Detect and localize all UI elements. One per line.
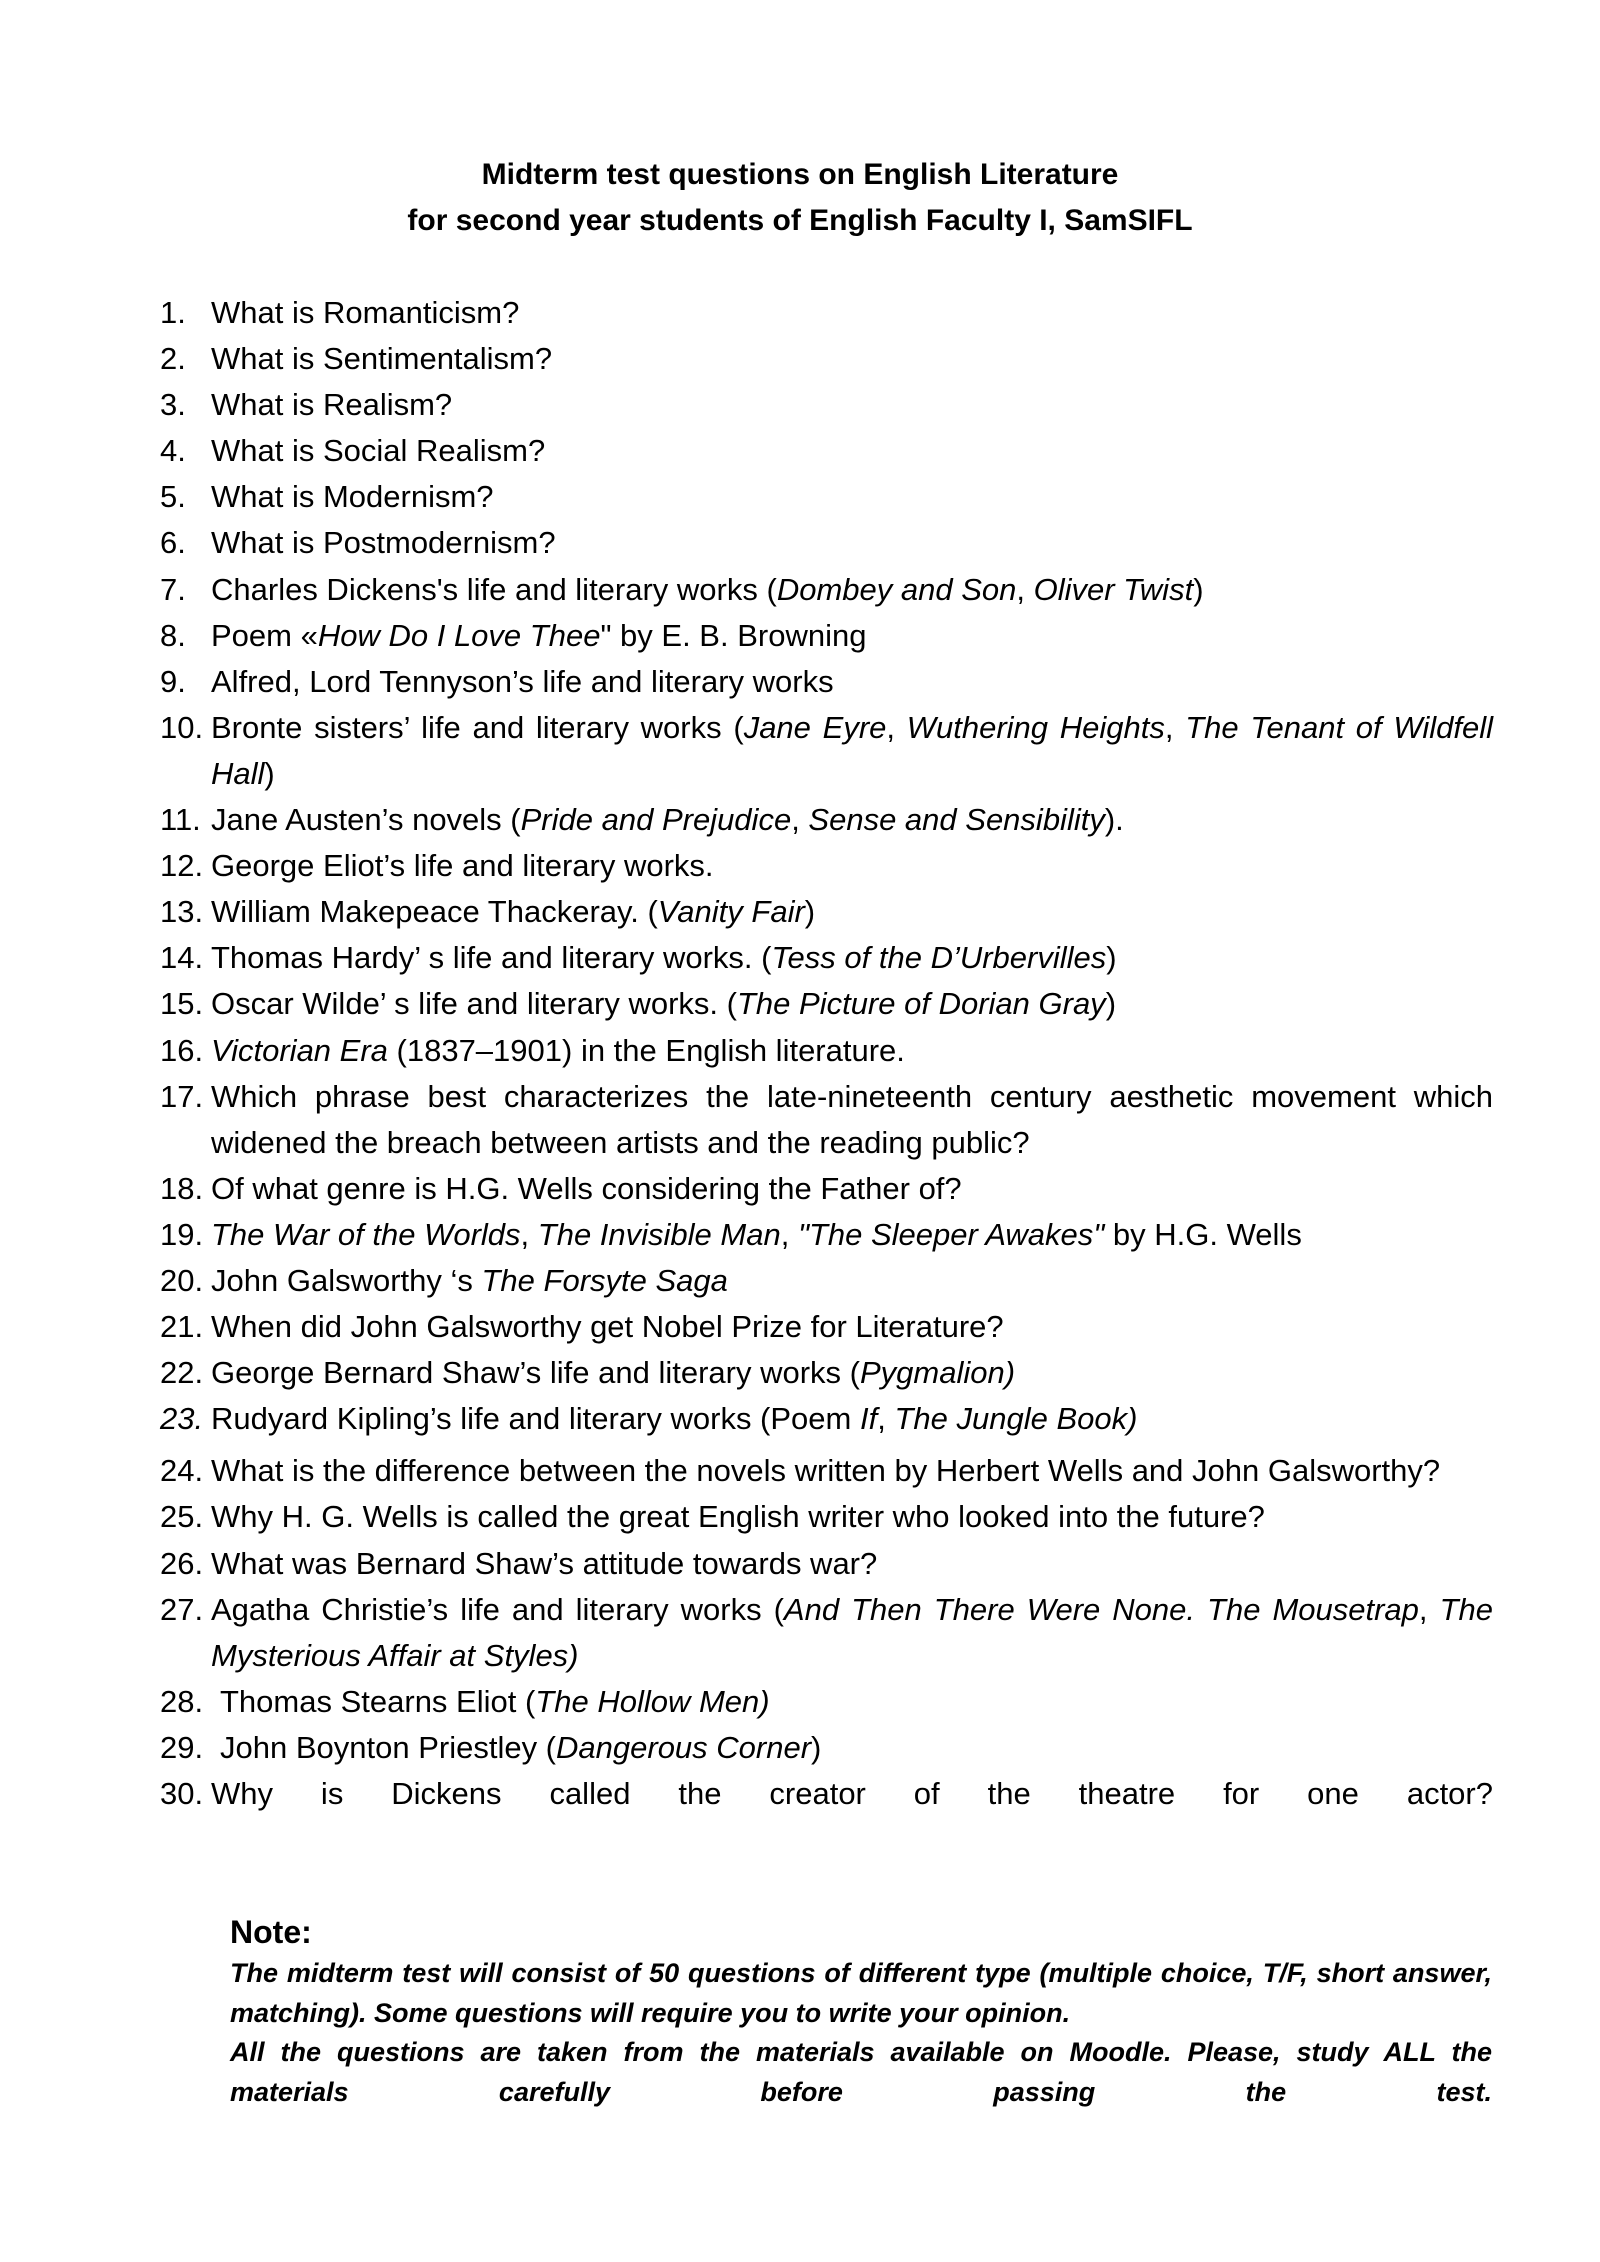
question-text-segment: Thomas Hardy’ s life and literary works. ( <box>211 940 772 976</box>
book-title: Oliver Twist <box>1033 571 1194 607</box>
question-item <box>160 382 1493 428</box>
question-item <box>160 1725 1493 1771</box>
question-number: 12. <box>160 848 204 884</box>
question-number: 28. <box>160 1683 204 1719</box>
question-number: 24. <box>160 1453 204 1489</box>
question-number: 20. <box>160 1262 204 1298</box>
note-section <box>230 1910 1492 2112</box>
question-text-segment: , <box>886 709 907 745</box>
question-number: 18. <box>160 1170 204 1206</box>
question-number: 17. <box>160 1078 204 1114</box>
question-text-segment: , <box>1016 571 1034 607</box>
book-title: Jane Eyre <box>743 709 887 745</box>
question-item <box>160 705 1493 797</box>
question-text: George Eliot’s life and literary works. <box>211 848 714 884</box>
book-title: Tess of the D’Urbervilles <box>771 940 1107 976</box>
book-title: Sense and Sensibility <box>808 802 1105 838</box>
question-number: 10. <box>160 709 204 745</box>
question-number: 29. <box>160 1729 204 1765</box>
poem-title: How Do I Love Thee <box>317 617 601 653</box>
question-number: 19. <box>160 1216 204 1252</box>
question-item <box>160 1166 1493 1212</box>
question-number: 1. <box>160 295 186 330</box>
question-number: 23. <box>160 1401 204 1437</box>
question-text-segment: Poem « <box>211 617 318 653</box>
question-item <box>160 520 1493 566</box>
question-item <box>160 1587 1493 1679</box>
question-item <box>160 1074 1493 1166</box>
book-title: The Picture of Dorian Gray <box>736 986 1106 1022</box>
book-title: The Mysterious Affair at Styles) <box>211 1591 1493 1673</box>
question-item <box>160 1679 1493 1725</box>
question-text-segment: by H.G. Wells <box>1104 1216 1302 1252</box>
question-text-segment: , <box>780 1216 798 1252</box>
question-text-segment: , <box>791 802 809 838</box>
title-line-2: for second year students of English Faculty I, SamSIFL <box>407 204 1193 237</box>
question-text: What was Bernard Shaw’s attitude towards war? <box>211 1545 878 1581</box>
question-text-segment: John Galsworthy ‘s <box>211 1262 482 1298</box>
question-number: 22. <box>160 1355 204 1391</box>
question-text-segment: Agatha Christie’s life and literary works ( <box>211 1591 784 1627</box>
question-text-segment: , <box>1164 709 1186 745</box>
question-text-segment: John Boynton Priestley ( <box>220 1729 557 1765</box>
question-number: 3. <box>160 387 186 423</box>
question-item <box>160 797 1493 843</box>
book-title: Vanity Fair <box>657 894 805 930</box>
question-text-segment: George Bernard Shaw’s life and literary works ( <box>211 1355 860 1391</box>
era-name: Victorian Era <box>211 1032 388 1068</box>
question-text: What is Social Realism? <box>211 433 546 469</box>
question-text-segment: ). <box>1104 802 1124 838</box>
questions-list <box>160 290 1493 1817</box>
question-text: When did John Galsworthy get Nobel Prize for Literature? <box>211 1309 1004 1345</box>
note-paragraph: All the questions are taken from the materials available on Moodle. Please, study ALL the materials carefully before passing the test. <box>230 2037 1492 2107</box>
play-title: Dangerous Corner <box>556 1729 812 1765</box>
question-text: Which phrase best characterizes the late-nineteenth century aesthetic movement which widened the breach between artists and the reading public? <box>211 1078 1493 1160</box>
question-text: Alfred, Lord Tennyson’s life and literary works <box>211 663 834 699</box>
question-text-segment: Bronte sisters’ life and literary works ( <box>211 709 744 745</box>
book-title: Pride and Prejudice <box>520 802 792 838</box>
question-text: What is Realism? <box>211 387 453 423</box>
poem-title: The Hollow Men) <box>535 1683 770 1719</box>
question-item <box>160 567 1493 613</box>
question-item <box>160 1350 1493 1396</box>
question-number: 6. <box>160 525 186 561</box>
question-number: 4. <box>160 433 186 469</box>
question-text-segment: ) <box>1193 571 1204 607</box>
question-text: What is Romanticism? <box>211 295 520 330</box>
question-text: What is Modernism? <box>211 479 494 515</box>
question-text-segment: Rudyard Kipling’s life and literary works (Poem <box>211 1401 860 1437</box>
question-item <box>160 1494 1493 1540</box>
question-item <box>160 290 1493 336</box>
question-text: What is Postmodernism? <box>211 525 556 561</box>
question-text-segment: ) <box>804 894 816 930</box>
book-title: The Invisible Man <box>537 1216 781 1252</box>
question-number: 5. <box>160 479 186 515</box>
question-text-segment: ) <box>811 1729 822 1765</box>
question-item <box>160 1396 1493 1442</box>
note-paragraph: The midterm test will consist of 50 questions of different type (multiple choice, T/F, short answer, matching). Some questions will require you to write your opinion. <box>230 1958 1492 2028</box>
question-text-segment: " by E. B. Browning <box>600 617 867 653</box>
question-number: 30. <box>160 1776 204 1811</box>
question-number: 14. <box>160 940 204 976</box>
title-line-1: Midterm test questions on English Literature <box>481 158 1119 191</box>
question-text-segment: Thomas Stearns Eliot ( <box>220 1683 536 1719</box>
question-text-segment: Jane Austen’s novels ( <box>211 802 521 838</box>
question-item <box>160 1304 1493 1350</box>
question-item <box>160 428 1493 474</box>
question-text-segment: , <box>877 1401 895 1437</box>
question-text: What is the difference between the novels written by Herbert Wells and John Galsworthy? <box>211 1453 1441 1489</box>
question-number: 25. <box>160 1499 204 1535</box>
question-text-segment: (1837–1901) in the English literature. <box>387 1032 905 1068</box>
book-title: And Then There Were None. The Mousetrap <box>783 1591 1419 1627</box>
question-item <box>160 1212 1493 1258</box>
question-item <box>160 659 1493 705</box>
page-title <box>0 152 1600 244</box>
question-number: 26. <box>160 1545 204 1581</box>
question-text: Why H. G. Wells is called the great English writer who looked into the future? <box>211 1499 1265 1535</box>
question-item <box>160 1448 1493 1494</box>
question-text-segment: Oscar Wilde’ s life and literary works. ( <box>211 986 737 1022</box>
question-number: 7. <box>160 571 186 607</box>
question-number: 21. <box>160 1309 204 1345</box>
question-number: 2. <box>160 341 186 377</box>
question-text-segment: , <box>1418 1591 1440 1627</box>
question-text: Of what genre is H.G. Wells considering the Father of? <box>211 1170 962 1206</box>
question-item <box>160 613 1493 659</box>
question-item <box>160 843 1493 889</box>
book-title: The Tenant of Wildfell Hall <box>211 709 1494 791</box>
question-number: 13. <box>160 894 204 930</box>
question-text-segment: William Makepeace Thackeray. ( <box>211 894 658 930</box>
question-item <box>160 1028 1493 1074</box>
question-number: 11. <box>160 802 201 838</box>
question-text-segment: ) <box>264 755 275 791</box>
book-title: Wuthering Heights <box>906 709 1165 745</box>
question-text: Why is Dickens called the creator of the theatre for one actor? <box>211 1776 1493 1811</box>
question-item <box>160 889 1493 935</box>
question-text-segment: , <box>520 1216 538 1252</box>
book-title: Pygmalion) <box>860 1355 1016 1391</box>
book-title: "The Sleeper Awakes" <box>797 1216 1105 1252</box>
question-number: 9. <box>160 663 186 699</box>
book-title: The Jungle Book) <box>894 1401 1138 1437</box>
question-item <box>160 981 1493 1027</box>
question-number: 16. <box>160 1032 204 1068</box>
question-item <box>160 1258 1493 1304</box>
question-text-segment: ) <box>1105 986 1117 1022</box>
question-item <box>160 1771 1493 1817</box>
book-title: The Forsyte Saga <box>481 1262 728 1298</box>
question-item <box>160 1541 1493 1587</box>
question-text-segment: ) <box>1106 940 1117 976</box>
question-text-segment: Charles Dickens's life and literary works ( <box>211 571 777 607</box>
book-title: Dombey and Son <box>776 571 1017 607</box>
question-number: 27. <box>160 1591 204 1627</box>
note-heading: Note: <box>230 1914 312 1950</box>
question-number: 8. <box>160 617 186 653</box>
question-number: 15. <box>160 986 204 1022</box>
poem-title: If <box>859 1401 878 1437</box>
question-item <box>160 336 1493 382</box>
question-item <box>160 935 1493 981</box>
question-text: What is Sentimentalism? <box>211 341 553 377</box>
book-title: The War of the Worlds <box>211 1216 521 1252</box>
question-item <box>160 474 1493 520</box>
